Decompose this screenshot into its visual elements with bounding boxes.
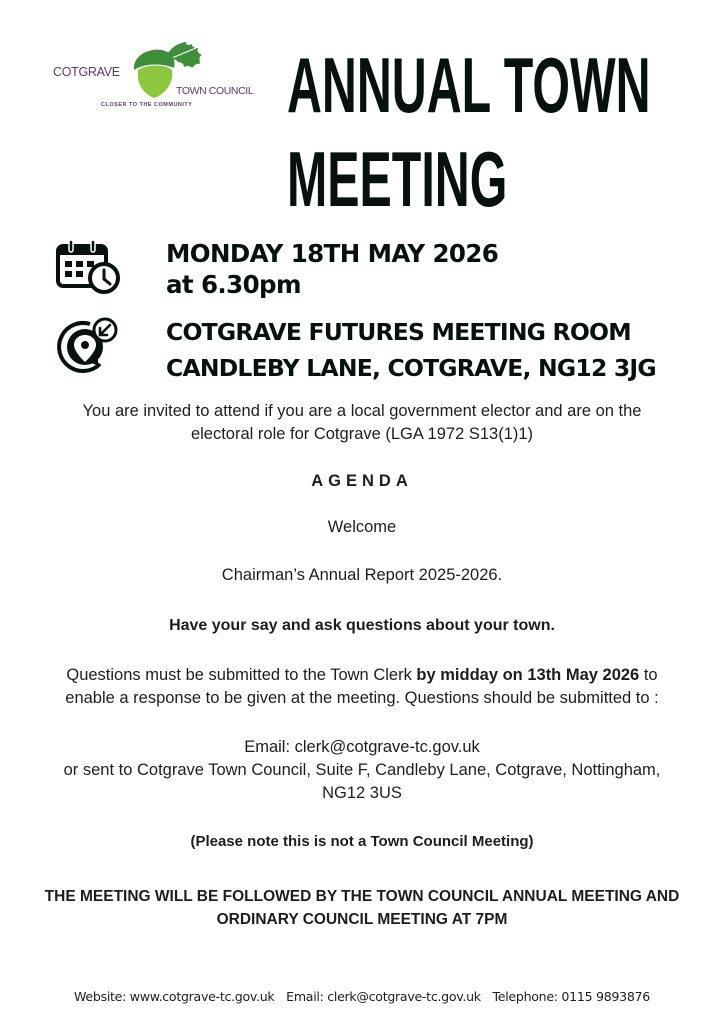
invite-line-1: You are invited to attend if you are a local government elector and are on the [82, 402, 642, 420]
title-line-1: ANNUAL TOWN [287, 41, 651, 129]
title-line-2: MEETING [287, 135, 508, 223]
venue-name: COTGRAVE FUTURES MEETING ROOM [166, 318, 631, 346]
footer-contact [14, 989, 710, 1004]
questions-deadline: by midday on 13th May 2026 [416, 666, 640, 684]
meeting-time: at 6.30pm [166, 270, 301, 299]
agenda-item-welcome: Welcome [327, 518, 397, 536]
invite-line-2: electoral role for Cotgrave (LGA 1972 S13(1)1) [190, 425, 534, 443]
footer-website[interactable]: Website: www.cotgrave-tc.gov.uk [74, 989, 275, 1004]
questions-instructions [14, 664, 710, 710]
followed-line-2: ORDINARY COUNCIL MEETING AT 7PM [216, 911, 508, 928]
venue-address: CANDLEBY LANE, COTGRAVE, NG12 3JG [166, 354, 656, 382]
meeting-location [166, 314, 656, 386]
footer-email[interactable]: Email: clerk@cotgrave-tc.gov.uk [286, 989, 481, 1004]
followed-by-notice [14, 885, 710, 931]
meeting-date-time [166, 238, 498, 300]
page-title [287, 38, 651, 226]
not-council-meeting-note: (Please note this is not a Town Council Meeting) [190, 833, 534, 850]
calendar-clock-icon [56, 238, 122, 298]
submission-post-line-2: NG12 3US [322, 784, 402, 802]
questions-line-2: enable a response to be given at the meeting. Questions should be submitted to : [65, 689, 659, 707]
location-pin-icon [54, 316, 120, 376]
submission-details [14, 736, 710, 805]
invite-text [14, 400, 710, 446]
submission-post-line-1: or sent to Cotgrave Town Council, Suite F, Candleby Lane, Cotgrave, Nottingham, [63, 761, 661, 779]
questions-line-1: Questions must be submitted to the Town Clerk by midday on 13th May 2026 to [66, 666, 658, 684]
agenda-heading: AGENDA [311, 472, 413, 490]
submission-email[interactable]: Email: clerk@cotgrave-tc.gov.uk [244, 738, 480, 756]
agenda-item-report: Chairman’s Annual Report 2025-2026. [221, 566, 503, 584]
have-your-say: Have your say and ask questions about your town. [169, 617, 555, 634]
logo-name-left: COTGRAVE [53, 65, 120, 79]
followed-line-1: THE MEETING WILL BE FOLLOWED BY THE TOWN COUNCIL ANNUAL MEETING AND [44, 888, 680, 905]
footer-telephone: Telephone: 0115 9893876 [492, 989, 650, 1004]
meeting-date: MONDAY 18TH MAY 2026 [166, 239, 499, 268]
council-logo [48, 38, 258, 116]
logo-tagline: CLOSER TO THE COMMUNITY [101, 102, 193, 108]
logo-name-right: TOWN COUNCIL [176, 85, 254, 97]
